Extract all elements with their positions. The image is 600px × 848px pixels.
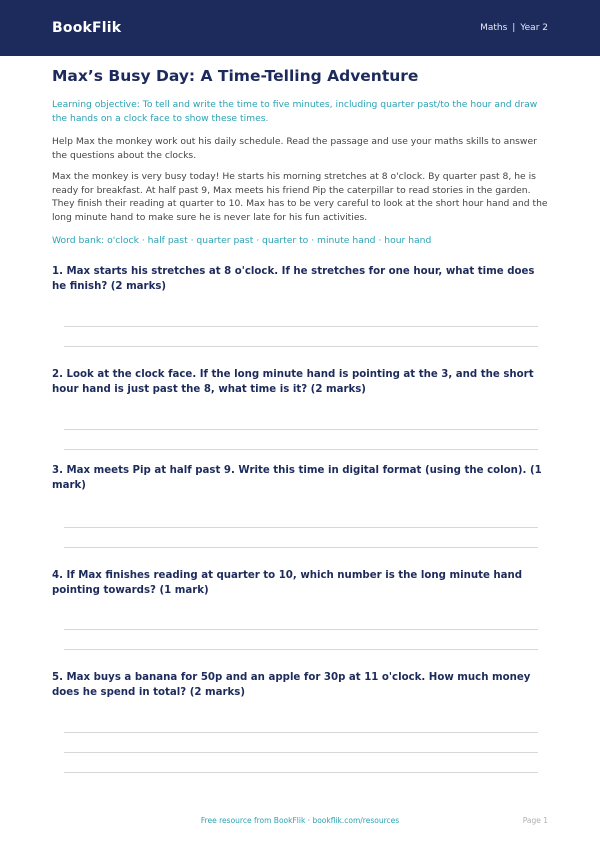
answer-line[interactable] (64, 649, 538, 650)
answer-line[interactable] (64, 346, 538, 347)
question-4 (52, 568, 548, 650)
worksheet-content (52, 64, 548, 773)
answer-line[interactable] (64, 326, 538, 327)
question-text: 5. Max buys a banana for 50p and an apple for 30p at 11 o'clock. How much money does he spend in total? (2 marks) (52, 672, 531, 698)
answer-line[interactable] (64, 547, 538, 548)
year-label: Year 2 (520, 23, 548, 33)
answer-line[interactable] (64, 527, 538, 528)
brand-logo: BookFlik (52, 20, 122, 36)
footer-credit: Free resource from BookFlik · bookflik.com/resources (200, 816, 400, 825)
intro-paragraph: Help Max the monkey work out his daily schedule. Read the passage and use your maths skills to answer the questions about the clocks. (52, 136, 537, 161)
answer-line[interactable] (64, 772, 538, 773)
question-text: 2. Look at the clock face. If the long minute hand is pointing at the 3, and the short hour hand is just past the 8, what time is it? (2 marks) (52, 369, 534, 395)
word-bank: Word bank: o'clock · half past · quarter past · quarter to · minute hand · hour hand (52, 235, 432, 246)
question-1 (52, 264, 548, 347)
subject-name: Maths (480, 23, 508, 33)
question-text: 4. If Max finishes reading at quarter to 10, which number is the long minute hand pointing towards? (1 mark) (52, 570, 523, 596)
page-number: Page 1 (522, 816, 548, 825)
question-3 (52, 463, 548, 548)
subject-label: Maths | Year 2 (480, 23, 548, 33)
story-paragraph: Max the monkey is very busy today! He starts his morning stretches at 8 o'clock. By quarter past 8, he is ready for breakfast. At half past 9, Max meets his friend Pip the caterpillar to read stories in the garden. They finish their reading at quarter to 10. Max has to be very careful to look at the short hour hand and the long minute hand to make sure he is never late for his fun activities. (52, 171, 548, 223)
page-title: Max’s Busy Day: A Time-Telling Adventure (52, 67, 419, 85)
question-text: 1. Max starts his stretches at 8 o'clock. If he stretches for one hour, what time does he finish? (2 marks) (52, 266, 535, 292)
page-footer (0, 816, 600, 830)
answer-line[interactable] (64, 629, 538, 630)
page-header (0, 0, 600, 56)
question-2 (52, 367, 548, 450)
answer-line[interactable] (64, 732, 538, 733)
learning-objective: Learning objective: To tell and write the time to five minutes, including quarter past/to the hour and draw the hands on a clock face to show these times. (52, 99, 538, 124)
answer-line[interactable] (64, 449, 538, 450)
question-5 (52, 670, 548, 773)
answer-line[interactable] (64, 429, 538, 430)
question-text: 3. Max meets Pip at half past 9. Write this time in digital format (using the colon). (1 mark) (52, 465, 542, 491)
answer-line[interactable] (64, 752, 538, 753)
